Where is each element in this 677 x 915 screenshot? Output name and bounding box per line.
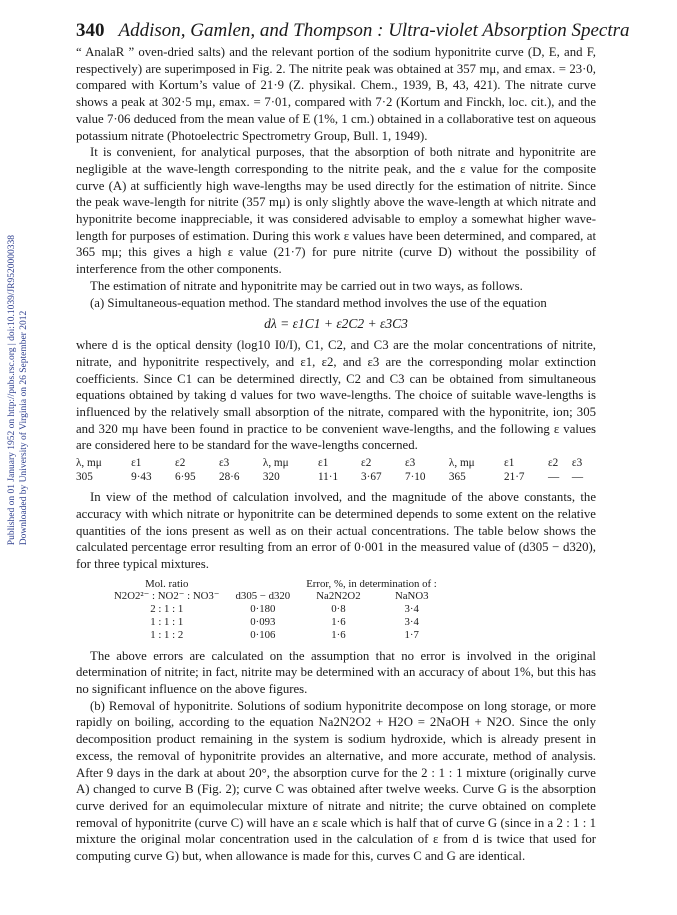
running-title: Addison, Gamlen, and Thompson : Ultra-violet Absorption Spectra bbox=[118, 20, 630, 41]
value-cell: 6·95 bbox=[175, 471, 196, 484]
na2n2o2-cell: 1·6 bbox=[331, 628, 346, 641]
na2n2o2-cell: 0·8 bbox=[331, 603, 346, 616]
value-cell: — bbox=[547, 471, 560, 484]
header-cell: ε2 bbox=[175, 457, 186, 470]
table-row bbox=[106, 616, 445, 629]
nano3-cell: 3·4 bbox=[404, 603, 419, 616]
d-cell: 0·106 bbox=[250, 628, 276, 641]
running-header bbox=[76, 18, 630, 44]
side-watermark bbox=[6, 235, 30, 545]
published-notice: Published on 01 January 1952 on http://pubs.rsc.org | doi:10.1039/JR9520000338 bbox=[7, 234, 17, 545]
value-cell: 305 bbox=[76, 471, 93, 484]
d-cell: 0·093 bbox=[250, 616, 276, 629]
download-notice: Downloaded by University of Virginia on 26 September 2012 bbox=[19, 310, 29, 545]
extinction-equation: dλ = ε1C1 + ε2C2 + ε3C3 bbox=[264, 316, 408, 332]
epsilon-header-row bbox=[76, 456, 596, 470]
table-row bbox=[106, 629, 445, 642]
header-cell: ε2 bbox=[547, 457, 559, 470]
ratio-header: N2O2²⁻ : NO2⁻ : NO3⁻ bbox=[114, 590, 220, 603]
mol-ratio-label: Mol. ratio bbox=[145, 577, 189, 590]
na2n2o2-header: Na2N2O2 bbox=[316, 590, 361, 603]
header-cell: ε2 bbox=[361, 457, 372, 470]
ratio-cell: 1 : 1 : 1 bbox=[150, 616, 184, 629]
value-cell: 21·7 bbox=[504, 471, 525, 484]
value-cell: 365 bbox=[448, 471, 466, 484]
table-row bbox=[106, 603, 445, 616]
error-header: Error, %, in determination of : bbox=[306, 577, 437, 590]
header-cell: ε1 bbox=[318, 457, 329, 470]
ratio-cell: 1 : 1 : 2 bbox=[150, 628, 184, 641]
header-cell: ε3 bbox=[404, 457, 416, 470]
epsilon-value-row bbox=[76, 470, 596, 484]
d-cell: 0·180 bbox=[250, 603, 276, 616]
paragraph-4: (a) Simultaneous-equation method. The standard method involves the use of the equation bbox=[90, 295, 547, 310]
value-cell: — bbox=[571, 471, 584, 484]
value-cell: 7·10 bbox=[404, 471, 426, 484]
nano3-cell: 3·4 bbox=[404, 616, 419, 629]
nano3-header: NaNO3 bbox=[394, 590, 429, 603]
paragraph-5: where d is the optical density (log10 I0/I), C1, C2, and C3 are the molar concentrations of nitrite, nitrate, and hyponitrite respectively, and ε1, ε2, and ε3 are the corresponding molar extinction coefficients. Since C1 can be determined directly, C2 and C3 can be obtained from simultaneous equations obtained by taking d values for two wave-lengths. The choice of suitable wave-lengths is influenced by the relatively small absorption of the nitrate, compared with the hyponitrite, ion; 305 and 320 mμ have been found in practice to be convenient wave-lengths, and the following ε values are considered here to be standard for the wave-lengths concerned. bbox=[76, 338, 596, 453]
value-cell: 3·67 bbox=[361, 471, 382, 484]
mixture-error-table bbox=[106, 578, 445, 642]
header-cell: ε3 bbox=[571, 457, 583, 470]
mixture-header-row-2 bbox=[106, 590, 445, 603]
header-cell: ε1 bbox=[504, 457, 515, 470]
nano3-cell: 1·7 bbox=[404, 628, 419, 641]
paragraph-6: In view of the method of calculation involved, and the magnitude of the above constants, the accuracy with which nitrate or hyponitrite can be determined depends to some extent on the relative quantities of the ions present as well as on their actual concentrations. The table below shows the calculated percentage error resulting from an error of 0·001 in the measured value of (d305 − d320), for three typical mixtures. bbox=[76, 490, 596, 571]
na2n2o2-cell: 1·6 bbox=[331, 616, 346, 629]
paragraph-1: “ AnalaR ” oven-dried salts) and the relevant portion of the sodium hyponitrite curve (D, E, and F, respectively) are superimposed in Fig. 2. The nitrite peak was obtained at 357 mμ, and εmax. = 23·0, compared with Kortum’s value of 21·9 (Z. physikal. Chem., 1939, B, 43, 421). The nitrate curve shows a peak at 302·5 mμ, εmax. = 7·01, compared with 7·2 (Kortum and Finckh, loc. cit.), and the value 7·06 deduced from the mean value of E (1%, 1 cm.) obtained in a collaborative test on aqueous potassium nitrate (Photoelectric Spectrometry Group, Bull. 1, 1949). bbox=[76, 45, 596, 143]
paragraph-8: (b) Removal of hyponitrite. Solutions of sodium hyponitrite decompose on long storage, or more rapidly on boiling, according to the equation Na2N2O2 + H2O = 2NaOH + N2O. Since the only decomposition product remaining in the system is sodium hydroxide, which is already present in excess, the removal of hyponitrite provides an alternative, and more accurate, method of analysis. After 9 days in the dark at about 20°, the absorption curve for the 2 : 1 : 1 mixture (originally curve A) changed to curve B (Fig. 2); curve C was obtained after twelve weeks. Curve G is the absorption curve derived for an equimolecular mixture of nitrate and nitrite; the curve obtained on complete removal of hyponitrite (curve C) will have an ε scale which is half that of curve G (since in a 2 : 1 : 1 mixture the original molar concentration used in the calculation of ε from d is twice that used for computing curve G) but, when allowance is made for this, curves C and G are identical. bbox=[76, 698, 596, 864]
header-cell: ε3 bbox=[218, 457, 230, 470]
value-cell: 9·43 bbox=[131, 471, 152, 484]
epsilon-values-table bbox=[76, 456, 596, 484]
journal-page bbox=[76, 18, 630, 865]
ratio-cell: 2 : 1 : 1 bbox=[150, 603, 184, 616]
value-cell: 320 bbox=[262, 471, 280, 484]
paragraph-3: The estimation of nitrate and hyponitrite may be carried out in two ways, as follows. bbox=[90, 278, 523, 293]
paragraph-7: The above errors are calculated on the assumption that no error is involved in the original determination of nitrite; in fact, nitrite may be determined with an accuracy of about 1%, but this has no significant influence on the above figures. bbox=[76, 648, 596, 697]
value-cell: 11·1 bbox=[318, 471, 339, 484]
header-cell: λ, mμ bbox=[76, 457, 102, 470]
header-cell: λ, mμ bbox=[448, 457, 475, 470]
paragraph-2: It is convenient, for analytical purposes, that the absorption of both nitrate and hyponitrite are negligible at the wave-length corresponding to the nitrite peak, and the ε value for the composite curve (A) at sufficiently high wave-lengths may be used directly for the estimation of nitrite. Since the peak wave-length for nitrite (357 mμ) is only slightly above the wave-length at which nitrate and hyponitrite become inappreciable, it was considered advisable to employ a somewhat higher wave-length for purposes of estimation. During this work ε values have been determined, and compared, at 365 mμ; this gives a high ε value (21·7) for pure nitrite (curve D) without the possibility of interference from the other components. bbox=[76, 145, 596, 277]
value-cell: 28·6 bbox=[218, 471, 240, 484]
header-cell: λ, mμ bbox=[262, 457, 289, 470]
header-cell: ε1 bbox=[131, 457, 142, 470]
page-number: 340 bbox=[76, 20, 105, 41]
d-difference-header: d305 − d320 bbox=[235, 590, 291, 603]
mixture-header-row-1 bbox=[106, 578, 445, 591]
